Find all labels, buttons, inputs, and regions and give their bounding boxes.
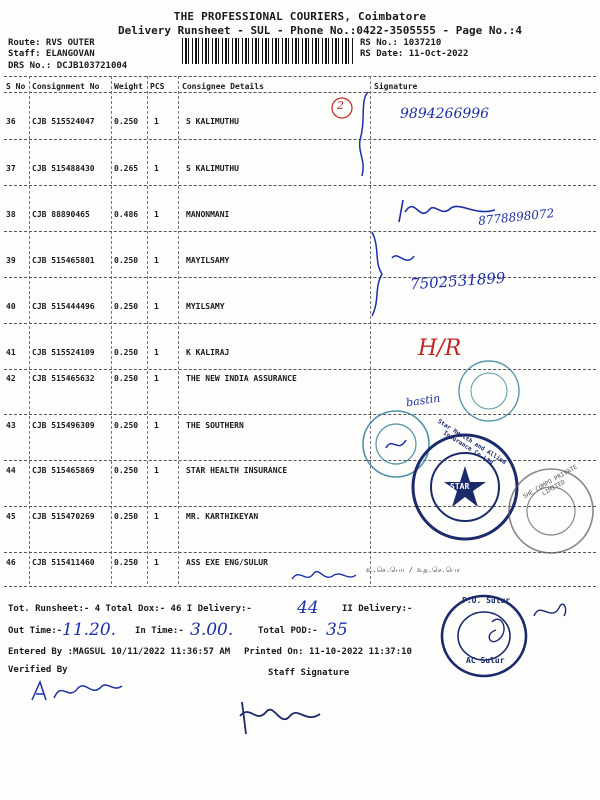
row-pcs: 1: [154, 421, 159, 430]
col-consignment: Consignment No: [32, 82, 100, 91]
row-consignment: CJB 88890465: [32, 210, 90, 219]
row-consignment: CJB 515496309: [32, 421, 95, 430]
delivery-count: 44: [297, 598, 319, 618]
row-pcs: 1: [154, 164, 159, 173]
brace-mark: [362, 228, 422, 318]
handwritten-phone: 8778898072: [477, 206, 555, 228]
row-pcs: 1: [154, 512, 159, 521]
row-consignment: CJB 515524109: [32, 348, 95, 357]
route-label: Route: RVS OUTER: [8, 38, 95, 48]
col-consignee: Consignee Details: [182, 82, 264, 91]
handwritten-phone: 7502531899: [409, 268, 506, 294]
row-weight: 0.486: [114, 210, 139, 219]
sulur-stamp-bottom: AC Sulur: [466, 656, 505, 665]
printed-on: Printed On: 11-10-2022 11:37:10: [244, 647, 412, 657]
rs-number: RS No.: 1037210: [360, 38, 442, 48]
row-weight: 0.265: [114, 164, 139, 173]
table-top-rule: [4, 76, 596, 77]
document-title: THE PROFESSIONAL COURIERS, Coimbatore: [173, 10, 427, 23]
circled-number: 2: [337, 99, 344, 112]
col-weight: Weight: [114, 82, 143, 91]
stamp-text-line: உ.செ.பொ / உத.செ.பொ: [366, 566, 461, 574]
verifier-signature: [28, 676, 128, 706]
cooperative-text: SHE COMPO PRIVATE LIMITED: [521, 463, 579, 501]
row-weight: 0.250: [114, 374, 139, 383]
row-consignee: ASS EXE ENG/SULUR: [186, 558, 268, 567]
table-row: [6, 93, 594, 139]
row-consignee: STAR HEALTH INSURANCE: [186, 466, 288, 475]
row-sno: 46: [6, 558, 16, 567]
star-health-text: Star Health and Allied Insurance Co.Ltd: [436, 417, 508, 467]
row-consignee: THE SOUTHERN: [186, 421, 244, 430]
col-sno: S No: [6, 82, 26, 91]
company-stamp: [456, 358, 522, 424]
row-consignee: S KALIMUTHU: [186, 117, 239, 126]
col-signature: Signature: [374, 82, 418, 91]
corner-scribble: [530, 596, 570, 626]
row-weight: 0.250: [114, 466, 139, 475]
row-weight: 0.250: [114, 302, 139, 311]
in-time-value: 3.00.: [190, 620, 234, 640]
sulur-stamp-top: P.O. Sulur: [462, 596, 511, 605]
staff-signature: [236, 694, 326, 738]
row-consignee: S KALIMUTHU: [186, 164, 239, 173]
row-sno: 37: [6, 164, 16, 173]
sulur-stamp: [438, 592, 530, 680]
in-time-label: In Time:-: [135, 626, 184, 636]
row-pcs: 1: [154, 374, 159, 383]
entered-by: Entered By :MAGSUL 10/11/2022 11:36:57 AM: [8, 647, 231, 657]
row-consignment: CJB 515488430: [32, 164, 95, 173]
row-weight: 0.250: [114, 421, 139, 430]
row-sno: 38: [6, 210, 16, 219]
row-weight: 0.250: [114, 558, 139, 567]
row-weight: 0.250: [114, 512, 139, 521]
star-health-center: STAR: [450, 482, 470, 491]
row-sno: 43: [6, 421, 16, 430]
row-pcs: 1: [154, 466, 159, 475]
row-consignee: MANONMANI: [186, 210, 230, 219]
ii-delivery-label: II Delivery:-: [342, 604, 413, 614]
row-sno: 45: [6, 512, 16, 521]
out-time-label: Out Time:-: [8, 626, 63, 636]
staff-signature-label: Staff Signature: [268, 668, 350, 678]
row-consignment: CJB 515465869: [32, 466, 95, 475]
hr-mark: H/R: [418, 336, 462, 361]
col-pcs: PCS: [150, 82, 165, 91]
row-sno: 36: [6, 117, 16, 126]
row-consignee: MAYILSAMY: [186, 256, 230, 265]
total-pod-label: Total POD:-: [258, 626, 318, 636]
row-sno: 44: [6, 466, 16, 475]
row-weight: 0.250: [114, 117, 139, 126]
row-pcs: 1: [154, 210, 159, 219]
row-pcs: 1: [154, 256, 159, 265]
signature-ass-exe: [290, 565, 360, 587]
row-pcs: 1: [154, 302, 159, 311]
document-subtitle: Delivery Runsheet - SUL - Phone No.:0422-3505555 - Page No.:4: [118, 24, 522, 37]
table-row: [6, 140, 594, 186]
row-consignment: CJB 515524047: [32, 117, 95, 126]
handwritten-phone: 9894266996: [400, 106, 490, 122]
handwritten-name: bastin: [405, 391, 442, 410]
row-weight: 0.250: [114, 256, 139, 265]
row-consignment: CJB 515444496: [32, 302, 95, 311]
row-pcs: 1: [154, 348, 159, 357]
staff-label: Staff: ELANGOVAN: [8, 49, 95, 59]
row-sno: 40: [6, 302, 16, 311]
row-weight: 0.250: [114, 348, 139, 357]
row-consignment: CJB 515470269: [32, 512, 95, 521]
row-consignment: CJB 515465801: [32, 256, 95, 265]
row-sno: 42: [6, 374, 16, 383]
table-row: [6, 232, 594, 278]
row-consignee: MR. KARTHIKEYAN: [186, 512, 259, 521]
row-sno: 41: [6, 348, 16, 357]
row-consignee: K KALIRAJ: [186, 348, 230, 357]
row-pcs: 1: [154, 558, 159, 567]
rs-date: RS Date: 11-Oct-2022: [360, 49, 469, 59]
out-time-value: 11.20.: [62, 620, 117, 640]
verified-by-label: Verified By: [8, 665, 68, 675]
drs-number: DRS No.: DCJB103721004: [8, 61, 128, 71]
total-pod-value: 35: [326, 620, 348, 640]
barcode: [182, 38, 354, 64]
row-consignee: THE NEW INDIA ASSURANCE: [186, 374, 297, 383]
row-consignee: MYILSAMY: [186, 302, 225, 311]
row-consignment: CJB 515411460: [32, 558, 95, 567]
row-pcs: 1: [154, 117, 159, 126]
totals-line: Tot. Runsheet:- 4 Total Dox:- 46 I Delivery:-: [8, 604, 252, 614]
row-consignment: CJB 515465632: [32, 374, 95, 383]
row-sno: 39: [6, 256, 16, 265]
